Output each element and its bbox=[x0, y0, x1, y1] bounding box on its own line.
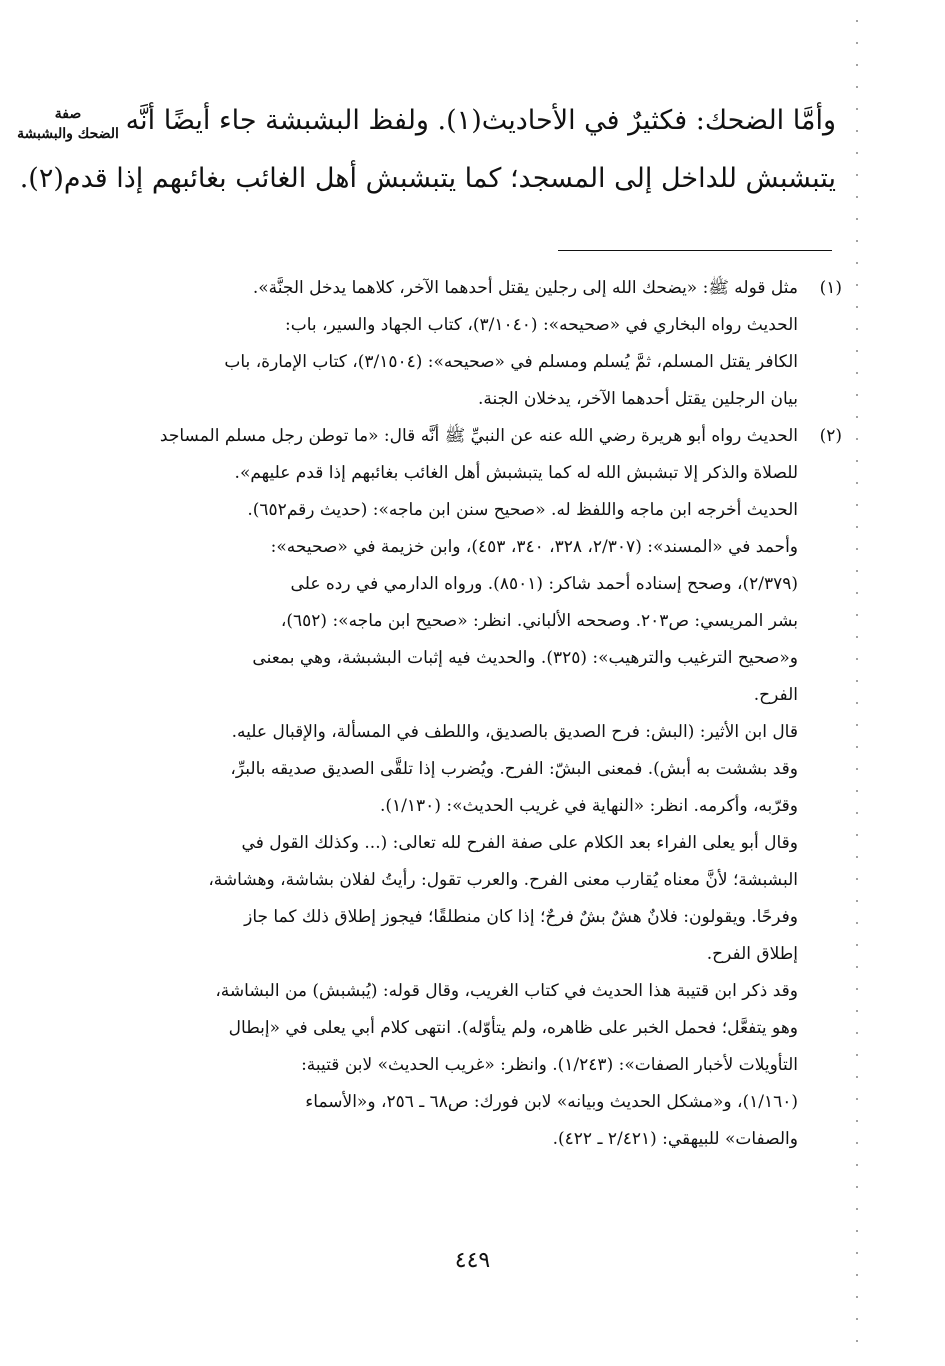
main-line: يتبشبش للداخل إلى المسجد؛ كما يتبشبش أهل الغائب بغائبهم إذا قدم(٢). bbox=[19, 163, 836, 194]
footnote-line: الكافر يقتل المسلم، ثمَّ يُسلم ومسلم في «صحيحه»: (٣/١٥٠٤)، كتاب الإمارة، باب bbox=[224, 352, 798, 372]
footnote-line: وقد ذكر ابن قتيبة هذا الحديث في كتاب الغريب، وقال قوله: (يُبشبش) من البشاشة، bbox=[215, 981, 798, 1001]
footnote-1 bbox=[112, 270, 842, 418]
footnote-line: وقد بششت به أبش). فمعنى البشّ: الفرح. ويُضرب إذا تلقَّى الصديق صديقه بالبرِّ، bbox=[230, 759, 798, 779]
footnote-line: بيان الرجلين يقتل أحدهما الآخر، يدخلان الجنة. bbox=[477, 389, 798, 409]
footnote-line: وفرحًا. ويقولون: فلانٌ هشٌ بشٌ فرحٌ؛ إذا كان منطلقًا؛ فيجوز إطلاق ذلك كما جاز bbox=[244, 907, 798, 927]
footnote-paragraph-ibn-al-athir bbox=[112, 714, 798, 825]
footnote-line: وهو يتفعَّل؛ فحمل الخبر على ظاهره، ولم يتأوّله). انتهى كلام أبي يعلى في «إبطال bbox=[228, 1018, 798, 1038]
margin-heading bbox=[8, 104, 128, 144]
footnote-body bbox=[112, 418, 798, 714]
footnote-2 bbox=[112, 418, 842, 714]
margin-heading-line-2: الضحك والبشبشة bbox=[17, 126, 119, 142]
footnote-line: التأويلات لأخبار الصفات»: (١/٢٤٣). وانظر: «غريب الحديث» لابن قتيبة: bbox=[301, 1055, 798, 1075]
footnote-line: مثل قوله ﷺ: «يضحك الله إلى رجلين يقتل أحدهما الآخر، كلاهما يدخل الجنَّة». bbox=[252, 278, 798, 298]
footnote-paragraph-abu-yala bbox=[112, 825, 798, 973]
footnote-body bbox=[112, 270, 798, 418]
footnote-line: البشبشة؛ لأنَّ معناه يُقارب معنى الفرح. والعرب تقول: رأيتُ لفلان بشاشة، وهشاشة، bbox=[208, 870, 798, 890]
footnote-paragraph-ibn-qutayba bbox=[112, 973, 798, 1158]
footnote-line: وقال أبو يعلى الفراء بعد الكلام على صفة الفرح لله تعالى: (... وكذلك القول في bbox=[241, 833, 798, 853]
footnote-separator bbox=[558, 250, 832, 251]
footnote-line: الفرح. bbox=[753, 685, 798, 705]
footnote-line: (٢/٣٧٩)، وصحح إسناده أحمد شاكر: (٨٥٠١). ورواه الدارمي في رده على bbox=[290, 574, 798, 594]
footnote-line: الحديث رواه البخاري في «صحيحه»: (٣/١٠٤٠)، كتاب الجهاد والسير، باب: bbox=[285, 315, 798, 335]
footnote-line: الحديث أخرجه ابن ماجه واللفظ له. «صحيح سنن ابن ماجه»: (حديث رقم٦٥٢). bbox=[247, 500, 798, 520]
footnote-line: قال ابن الأثير: (البش: فرح الصديق بالصديق، واللطف في المسألة، والإقبال عليه. bbox=[231, 722, 798, 742]
footnote-number: (١) bbox=[819, 278, 842, 298]
footnote-line: وأحمد في «المسند»: (٢/٣٠٧، ٣٢٨، ٣٤٠، ٤٥٣)، وابن خزيمة في «صحيحه»: bbox=[270, 537, 798, 557]
footnote-line: الحديث رواه أبو هريرة رضي الله عنه عن النبيِّ ﷺ أنَّه قال: «ما توطن رجل مسلم المساجد bbox=[159, 426, 798, 446]
footnote-line: و«صحيح الترغيب والترهيب»: (٣٢٥). والحديث فيه إثبات البشبشة، وهي بمعنى bbox=[252, 648, 798, 668]
margin-heading-line-1: صفة bbox=[54, 106, 82, 122]
scan-edge-dots bbox=[856, 10, 858, 1356]
footnote-line: بشر المريسي: ص٢٠٣. وصححه الألباني. انظر: «صحيح ابن ماجه»: (٦٥٢)، bbox=[280, 611, 798, 631]
footnote-line: والصفات» للبيهقي: (٢/٤٢١ ـ ٤٢٢). bbox=[552, 1129, 798, 1149]
footnote-line: إطلاق الفرح. bbox=[706, 944, 798, 964]
footnote-line: وقرّبه، وأكرمه. انظر: «النهاية في غريب الحديث»: (١/١٣٠). bbox=[380, 796, 798, 816]
footnote-line: للصلاة والذكر إلا تبشبش الله له كما يتبشبش أهل الغائب بغائبهم إذا قدم عليهم». bbox=[234, 463, 798, 483]
footnote-line: (١/١٦٠)، و«مشكل الحديث وبيانه» لابن فورك: ص٦٨ ـ ٢٥٦، و«الأسماء bbox=[305, 1092, 798, 1112]
main-line: وأمَّا الضحك: فكثيرٌ في الأحاديث(١). ولفظ البشبشة جاء أيضًا أنَّه bbox=[125, 105, 836, 136]
footnote-number: (٢) bbox=[819, 426, 842, 446]
page-number: ٤٤٩ bbox=[454, 1248, 491, 1273]
footnotes-section bbox=[112, 270, 842, 1158]
